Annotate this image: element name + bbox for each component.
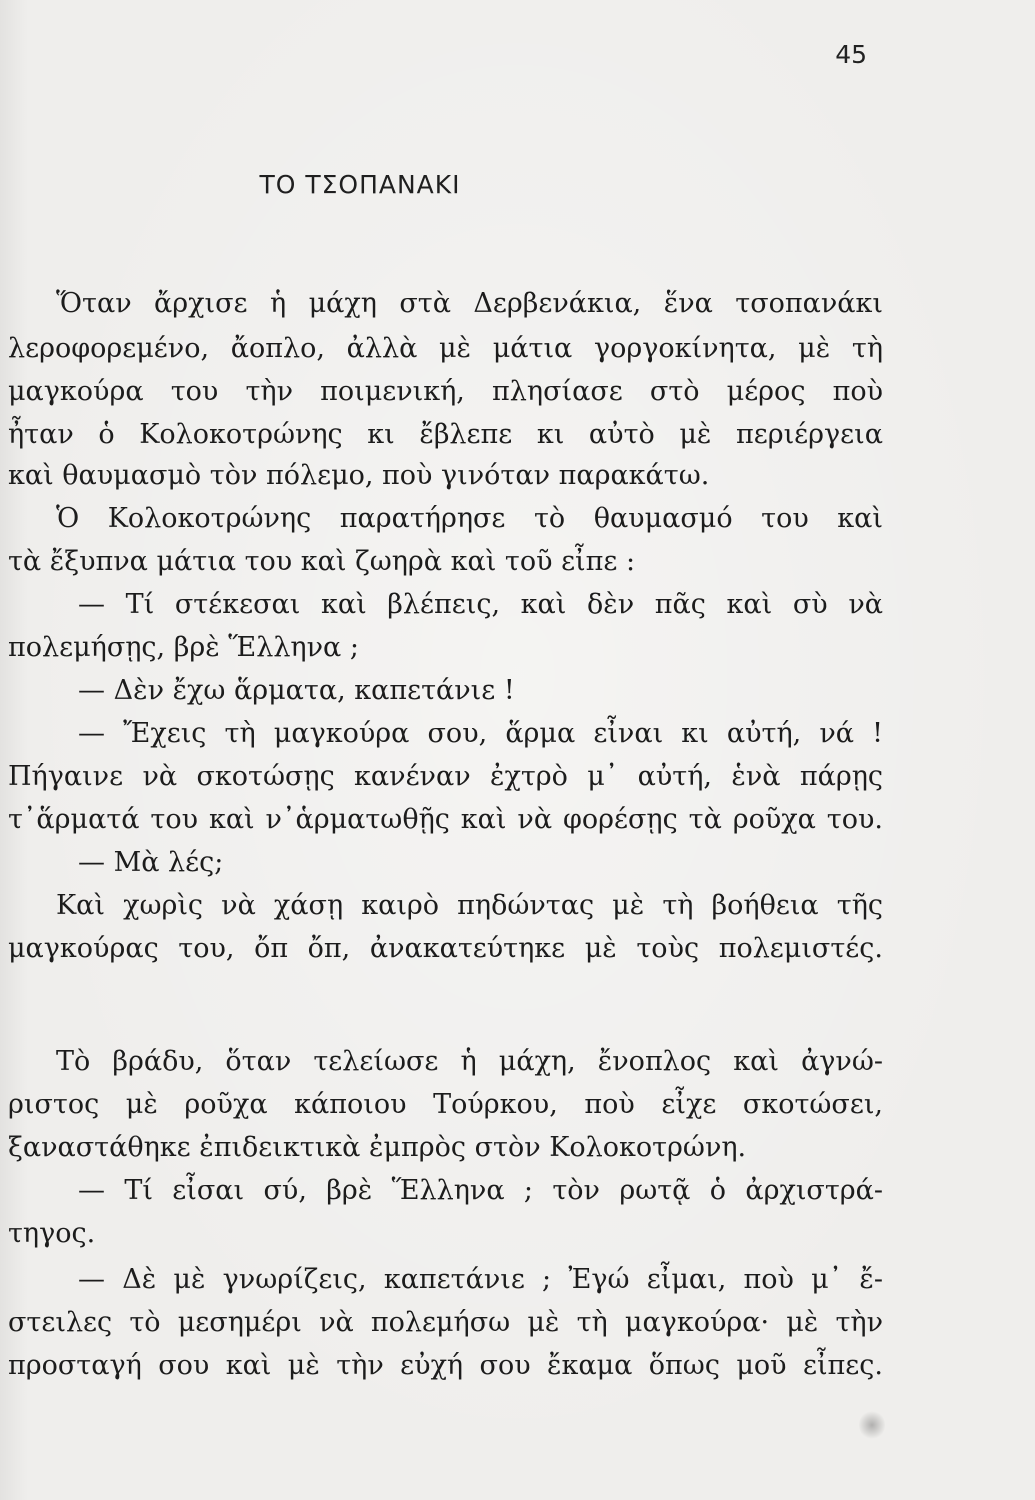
page-title: ΤΟ ΤΣΟΠΑΝΑΚΙ <box>259 170 461 199</box>
text-line: μαγκούρα του τὴν ποιμενική, πλησίασε στὸ μέρος ποὺ <box>8 376 883 407</box>
text-line: τὰ ἔξυπνα μάτια του καὶ ζωηρὰ καὶ τοῦ εἶπε : <box>8 546 636 577</box>
text-line: πολεμήσῃς, βρὲ Ἕλληνα ; <box>8 632 359 663</box>
text-line: — Τί στέκεσαι καὶ βλέπεις, καὶ δὲν πᾶς καὶ σὺ νὰ <box>78 589 883 620</box>
text-line: τηγος. <box>8 1218 96 1249</box>
text-line: — Μὰ λές; <box>78 847 224 878</box>
text-line: στειλες τὸ μεσημέρι νὰ πολεμήσω μὲ τὴ μαγκούρα· μὲ τὴν <box>8 1307 883 1338</box>
text-line: προσταγή σου καὶ μὲ τὴν εὐχή σου ἔκαμα ὅπως μοῦ εἶπες. <box>8 1350 883 1381</box>
text-line: λεροφορεμένο, ἄοπλο, ἀλλὰ μὲ μάτια γοργοκίνητα, μὲ τὴ <box>8 333 883 364</box>
text-line: — Δὲ μὲ γνωρίζεις, καπετάνιε ; Ἐγώ εἶμαι, ποὺ μ᾽ ἔ- <box>78 1264 883 1295</box>
text-line: ξαναστάθηκε ἐπιδεικτικὰ ἐμπρὸς στὸν Κολοκοτρώνη. <box>8 1132 747 1163</box>
text-line: ριστος μὲ ροῦχα κάποιου Τούρκου, ποὺ εἶχε σκοτώσει, <box>8 1089 883 1120</box>
text-line: τ᾽ἅρματά του καὶ ν᾽ἁρματωθῇς καὶ νὰ φορέσῃς τὰ ροῦχα του. <box>8 804 883 835</box>
text-line: — Δὲν ἔχω ἅρματα, καπετάνιε ! <box>78 675 515 706</box>
text-line: Καὶ χωρὶς νὰ χάσῃ καιρὸ πηδώντας μὲ τὴ βοήθεια τῆς <box>56 890 883 921</box>
ink-smudge <box>859 1410 885 1440</box>
text-line: — Ἔχεις τὴ μαγκούρα σου, ἅρμα εἶναι κι αὐτή, νά ! <box>78 718 883 749</box>
page-number: 45 <box>835 40 867 69</box>
text-line: — Τί εἶσαι σύ, βρὲ Ἕλληνα ; τὸν ρωτᾷ ὁ ἀρχιστρά- <box>78 1175 883 1206</box>
text-line: Ὁ Κολοκοτρώνης παρατήρησε τὸ θαυμασμό του καὶ <box>56 503 883 534</box>
text-line: ἦταν ὁ Κολοκοτρώνης κι ἔβλεπε κι αὐτὸ μὲ περιέργεια <box>8 419 883 450</box>
text-line: Ὅταν ἄρχισε ἡ μάχη στὰ Δερβενάκια, ἕνα τσοπανάκι <box>56 288 883 319</box>
text-line: Τὸ βράδυ, ὅταν τελείωσε ἡ μάχη, ἔνοπλος καὶ ἀγνώ- <box>56 1046 883 1077</box>
text-line: μαγκούρας του, ὄπ ὄπ, ἀνακατεύτηκε μὲ τοὺς πολεμιστές. <box>8 933 883 964</box>
text-line: καὶ θαυμασμὸ τὸν πόλεμο, ποὺ γινόταν παρακάτω. <box>8 460 710 491</box>
text-line: Πήγαινε νὰ σκοτώσῃς κανέναν ἐχτρὸ μ᾽ αὐτή, ἑνὰ πάρῃς <box>8 761 883 792</box>
